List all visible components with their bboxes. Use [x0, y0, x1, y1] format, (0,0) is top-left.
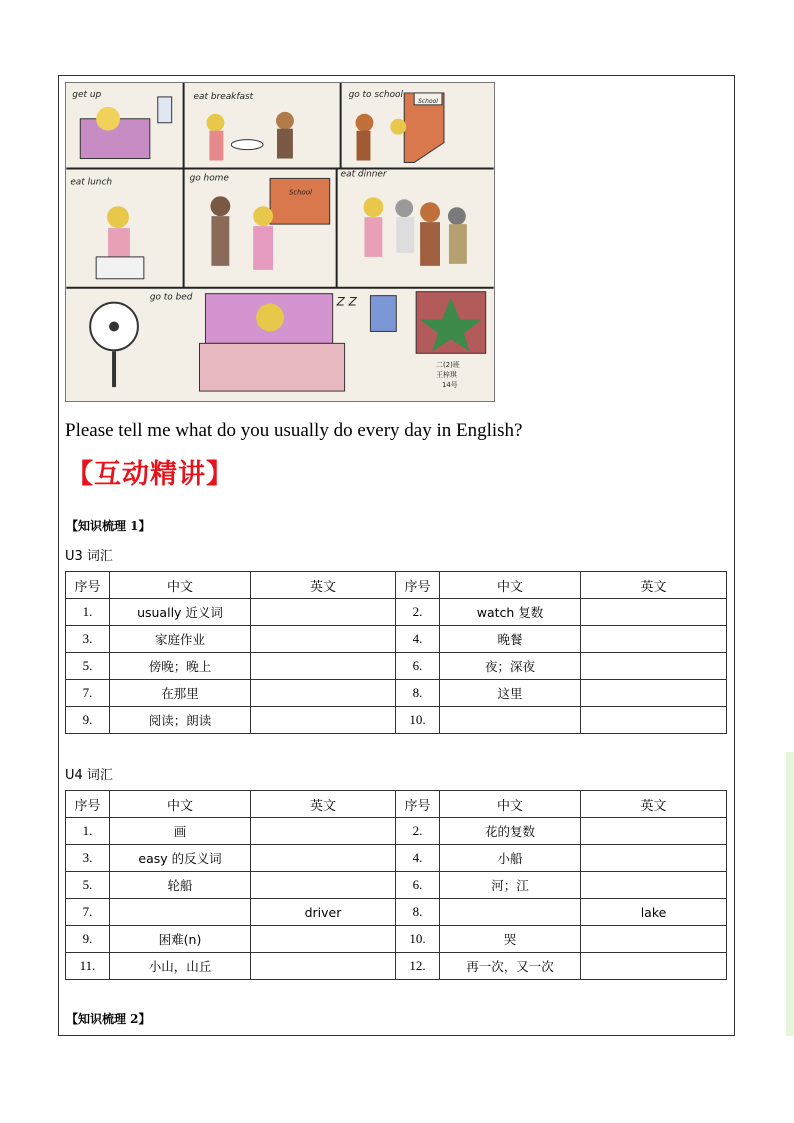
chinese-cell: 夜；深夜 — [440, 653, 581, 680]
row-number-cell: 6. — [396, 653, 440, 680]
u4-vocab-table — [65, 790, 727, 980]
chinese-cell — [440, 899, 581, 926]
table-row — [66, 953, 727, 980]
question-text: Please tell me what do you usually do every day in English? — [65, 420, 523, 441]
row-number-cell: 8. — [396, 680, 440, 707]
signature-line: 王梓琪 — [436, 371, 457, 380]
header-cell: 中文 — [110, 791, 251, 818]
row-number-cell: 2. — [396, 818, 440, 845]
chinese-cell: 傍晚；晚上 — [110, 653, 251, 680]
english-answer-cell[interactable] — [251, 653, 396, 680]
chinese-cell — [440, 707, 581, 734]
row-number-cell: 5. — [66, 872, 110, 899]
row-number-cell: 1. — [66, 818, 110, 845]
english-answer-cell[interactable] — [251, 818, 396, 845]
u4-title: U4 词汇 — [65, 768, 113, 783]
chinese-cell: 画 — [110, 818, 251, 845]
row-number-cell: 11. — [66, 953, 110, 980]
row-number-cell: 8. — [396, 899, 440, 926]
side-scroll-strip — [786, 752, 794, 1036]
english-answer-cell[interactable] — [251, 707, 396, 734]
row-number-cell: 4. — [396, 626, 440, 653]
panel-caption-extra: School — [418, 97, 438, 105]
english-answer-cell[interactable]: driver — [251, 899, 396, 926]
panel-caption-extra: School — [288, 188, 312, 197]
panel-caption-extra: Z Z — [336, 294, 357, 309]
table-row — [66, 707, 727, 734]
chinese-cell: usually 近义词 — [110, 599, 251, 626]
table-row — [66, 653, 727, 680]
row-number-cell: 7. — [66, 680, 110, 707]
row-number-cell: 2. — [396, 599, 440, 626]
english-answer-cell[interactable] — [251, 845, 396, 872]
u3-vocab-table — [65, 571, 727, 734]
header-cell: 英文 — [251, 572, 396, 599]
chinese-cell: 花的复数 — [440, 818, 581, 845]
row-number-cell: 7. — [66, 899, 110, 926]
table-row — [66, 845, 727, 872]
header-cell: 中文 — [440, 572, 581, 599]
table-row — [66, 899, 727, 926]
table-row — [66, 626, 727, 653]
panel-caption: go to school — [348, 89, 404, 100]
u4-table-body — [66, 818, 727, 980]
table-row — [66, 926, 727, 953]
chinese-cell: watch 复数 — [440, 599, 581, 626]
table-row — [66, 818, 727, 845]
chinese-cell: 哭 — [440, 926, 581, 953]
english-answer-cell[interactable] — [581, 599, 727, 626]
row-number-cell: 3. — [66, 626, 110, 653]
header-cell: 序号 — [66, 572, 110, 599]
english-answer-cell[interactable] — [581, 707, 727, 734]
row-number-cell: 6. — [396, 872, 440, 899]
english-answer-cell[interactable] — [251, 626, 396, 653]
u3-table-body — [66, 599, 727, 734]
header-cell: 中文 — [110, 572, 251, 599]
chinese-cell: 这里 — [440, 680, 581, 707]
table-row — [66, 872, 727, 899]
chinese-cell: 小船 — [440, 845, 581, 872]
english-answer-cell[interactable] — [581, 626, 727, 653]
table-row — [66, 599, 727, 626]
row-number-cell: 4. — [396, 845, 440, 872]
row-number-cell: 9. — [66, 707, 110, 734]
panel-caption: go home — [189, 173, 229, 184]
chinese-cell: 晚餐 — [440, 626, 581, 653]
english-answer-cell[interactable] — [581, 818, 727, 845]
table-header-row — [66, 791, 727, 818]
table-header-row — [66, 572, 727, 599]
section-heading: 【互动精讲】 — [66, 459, 234, 490]
chinese-cell: 再一次，又一次 — [440, 953, 581, 980]
daily-routine-drawing — [65, 82, 495, 402]
english-answer-cell[interactable] — [581, 953, 727, 980]
english-answer-cell[interactable]: lake — [581, 899, 727, 926]
english-answer-cell[interactable] — [251, 599, 396, 626]
header-cell: 英文 — [581, 572, 727, 599]
row-number-cell: 5. — [66, 653, 110, 680]
panel-caption: eat lunch — [70, 177, 113, 188]
chinese-cell: 阅读；朗读 — [110, 707, 251, 734]
table-row — [66, 680, 727, 707]
chinese-cell: easy 的反义词 — [110, 845, 251, 872]
panel-caption: go to bed — [149, 292, 193, 303]
english-answer-cell[interactable] — [251, 926, 396, 953]
english-answer-cell[interactable] — [581, 845, 727, 872]
header-cell: 英文 — [251, 791, 396, 818]
chinese-cell: 在那里 — [110, 680, 251, 707]
header-cell: 序号 — [396, 791, 440, 818]
chinese-cell: 轮船 — [110, 872, 251, 899]
row-number-cell: 1. — [66, 599, 110, 626]
chinese-cell: 小山，山丘 — [110, 953, 251, 980]
english-answer-cell[interactable] — [581, 926, 727, 953]
english-answer-cell[interactable] — [581, 653, 727, 680]
signature-line: 14号 — [441, 381, 458, 390]
row-number-cell: 10. — [396, 707, 440, 734]
panel-caption: eat dinner — [340, 169, 387, 180]
header-cell: 序号 — [66, 791, 110, 818]
chinese-cell: 困难(n) — [110, 926, 251, 953]
knowledge-label-1: 【知识梳理 1】 — [66, 519, 151, 533]
english-answer-cell[interactable] — [581, 872, 727, 899]
panel-caption: get up — [72, 89, 102, 100]
header-cell: 中文 — [440, 791, 581, 818]
header-cell: 序号 — [396, 572, 440, 599]
knowledge-label-2: 【知识梳理 2】 — [66, 1012, 151, 1026]
chinese-cell: 家庭作业 — [110, 626, 251, 653]
row-number-cell: 9. — [66, 926, 110, 953]
english-answer-cell[interactable] — [251, 680, 396, 707]
english-answer-cell[interactable] — [581, 680, 727, 707]
row-number-cell: 10. — [396, 926, 440, 953]
header-cell: 英文 — [581, 791, 727, 818]
english-answer-cell[interactable] — [251, 872, 396, 899]
chinese-cell: 河；江 — [440, 872, 581, 899]
u3-title: U3 词汇 — [65, 549, 113, 564]
english-answer-cell[interactable] — [251, 953, 396, 980]
row-number-cell: 12. — [396, 953, 440, 980]
row-number-cell: 3. — [66, 845, 110, 872]
signature-line: 二(2)班 — [436, 361, 460, 370]
panel-caption: eat breakfast — [193, 91, 254, 102]
chinese-cell — [110, 899, 251, 926]
